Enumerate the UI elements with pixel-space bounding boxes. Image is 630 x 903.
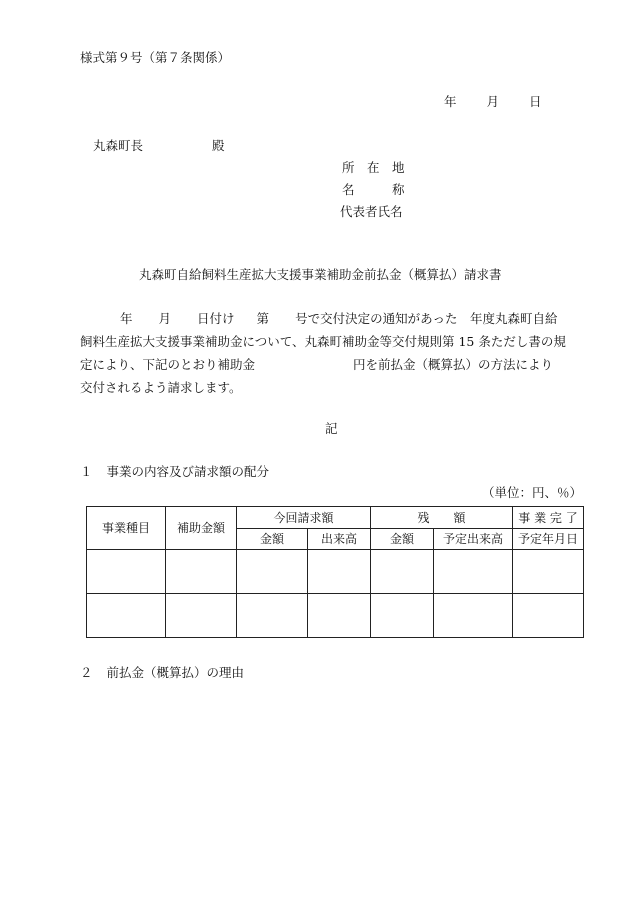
table-cell[interactable] [237,550,308,594]
table-cell[interactable] [166,550,237,594]
body-line-3: 定により、下記のとおり補助金 円を前払金（概算払）の方法により [80,357,554,372]
header-remaining: 残 額 [371,507,513,529]
section-2-heading [80,667,244,680]
table-row [87,594,584,638]
table-cell[interactable] [371,550,434,594]
table-cell[interactable] [371,594,434,638]
table-cell[interactable] [513,594,584,638]
date-line [444,96,542,109]
section-2-number: ２ [80,665,93,680]
section-2-title: 前払金（概算払）の理由 [106,665,245,680]
address-label: 所 在 地 [342,160,405,175]
form-number: 様式第９号（第７条関係） [80,50,231,65]
table-cell[interactable] [434,594,513,638]
date-month: 月 [486,94,500,109]
table-cell[interactable] [87,550,166,594]
representative-label: 代表者氏名 [340,204,403,219]
header-planned-progress: 予定出来高 [434,529,513,550]
header-business-type: 事業種目 [87,507,166,550]
addressee-name: 丸森町長 [93,138,144,153]
header-current-claim: 今回請求額 [237,507,371,529]
addressee-honorific: 殿 [212,138,225,153]
section-1-number: １ [80,464,93,479]
ki-mark: 記 [325,421,338,436]
date-year: 年 [444,94,457,109]
unit-note: （単位：円、％） [482,485,583,500]
request-body [80,307,580,399]
header-amount: 金額 [237,529,308,550]
table-cell[interactable] [513,550,584,594]
body-line-1: 年 月 日付け 第 号で交付決定の通知があった 年度丸森町自給 [120,311,558,326]
section-1-title: 事業の内容及び請求額の配分 [106,464,270,479]
table-cell[interactable] [87,594,166,638]
header-completion-line-2: 予定年月日 [513,529,584,550]
body-line-2: 飼料生産拡大支援事業補助金について、丸森町補助金等交付規則第 15 条ただし書の規 [80,334,566,349]
table-cell[interactable] [308,550,371,594]
table-cell[interactable] [166,594,237,638]
table-header-row-1 [87,507,584,529]
claim-table [86,506,584,638]
header-completion-line-1: 事 業 完 了 [513,507,584,529]
table-cell[interactable] [308,594,371,638]
table-cell[interactable] [434,550,513,594]
date-day: 日 [529,94,542,109]
table-cell[interactable] [237,594,308,638]
section-1-heading [80,466,269,479]
table-row [87,550,584,594]
body-line-4: 交付されるよう請求します。 [80,380,242,395]
name-label: 名 称 [342,182,405,197]
header-progress: 出来高 [308,529,371,550]
header-subsidy-amount: 補助金額 [166,507,237,550]
header-remaining-amount: 金額 [371,529,434,550]
document-title: 丸森町自給飼料生産拡大支援事業補助金前払金（概算払）請求書 [139,267,502,282]
